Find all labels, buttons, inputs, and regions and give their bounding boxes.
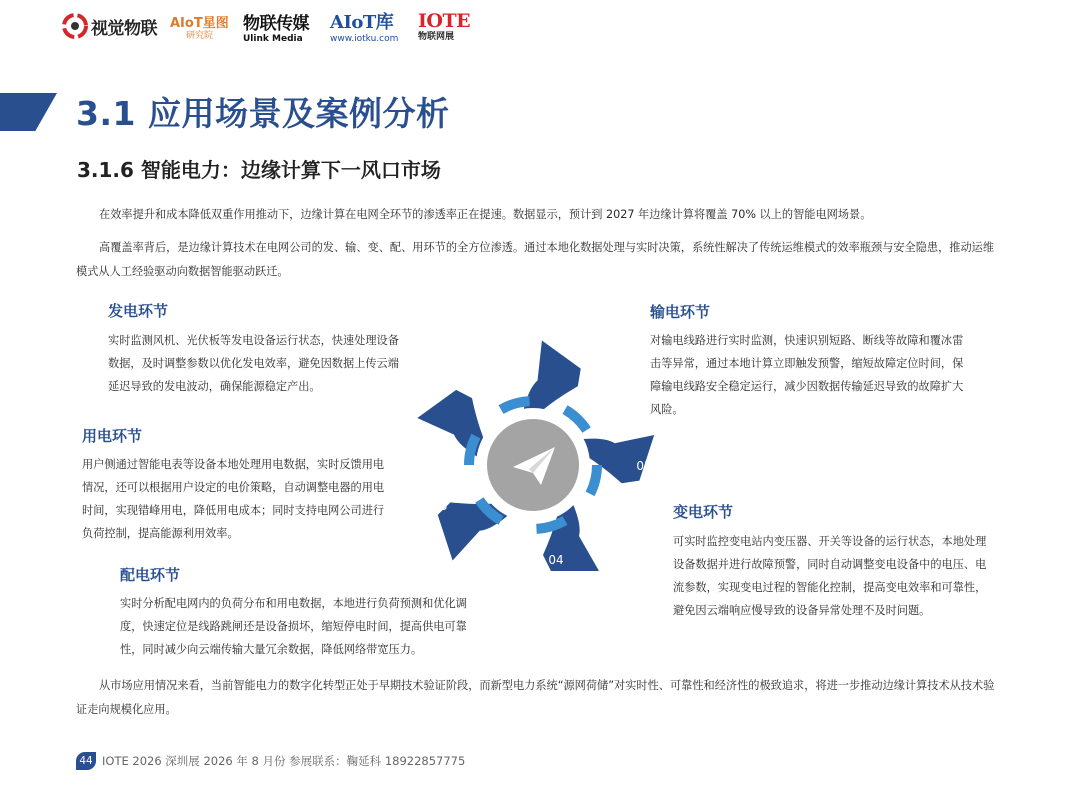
logo-wulian-text: 物联传媒 <box>243 13 309 34</box>
logo-iote <box>418 10 470 42</box>
intro-paragraph-2: 高覆盖率背后，是边缘计算技术在电网公司的发、输、变、配、用环节的全方位渗透。通过本地化数据处理与实时决策，系统性解决了传统运维模式的效率瓶颈与安全隐患，推动运维模式从人工经验驱动向数据智能驱动跃迁。 <box>76 241 995 278</box>
logo-shijue-text: 视觉物联 <box>91 18 157 39</box>
section-text-consumption: 用户侧通过智能电表等设备本地处理用电数据，实时反馈用电情况，还可以根据用户设定的电价策略，自动调整电器的用电时间，实现错峰用电，降低用电成本；同时支持电网公司进行负荷控制，提高能源利用效率。 <box>82 458 385 540</box>
logo-xingtu-text: AIoT星图 <box>170 15 229 31</box>
logo-iote-sub: 物联网展 <box>418 32 455 42</box>
logo-xingtu-sub: 研究院 <box>186 30 214 41</box>
logo-xingtu <box>170 10 229 42</box>
logo-wulian <box>243 10 309 42</box>
section-text-distribution: 实时分析配电网内的负荷分布和用电数据，本地进行负荷预测和优化调度，快速定位是线路跳闸还是设备损坏，缩短停电时间，提高供电可靠性，同时减少向云端传输大量冗余数据，降低网络带宽压力。 <box>120 597 467 656</box>
shijue-logo-icon <box>62 13 88 39</box>
title-banner-shape <box>0 93 57 131</box>
section-title-generation: 发电环节 <box>108 302 169 320</box>
section-title-transmission: 输电环节 <box>650 303 711 321</box>
section-text-substation: 可实时监控变电站内变压器、开关等设备的运行状态，本地处理设备数据并进行故障预警，同时自动调整变电设备中的电压、电流参数，实现变电过程的智能化控制，提高变电效率和可靠性，避免因云端响应慢导致的设备异常处理不及时问题。 <box>673 535 987 617</box>
page-title: 3.1 应用场景及案例分析 <box>76 94 450 133</box>
logo-iote-text: IOTE <box>418 10 471 32</box>
label-02: 02 <box>574 349 590 363</box>
section-title-substation: 变电环节 <box>673 503 734 521</box>
header-logo-bar <box>0 0 1077 52</box>
label-05: 05 <box>432 499 448 513</box>
logo-iotku-sub: www.iotku.com <box>330 34 399 44</box>
section-title-distribution: 配电环节 <box>120 566 181 584</box>
page-number: 44 <box>76 752 96 770</box>
intro-paragraph-1: 在效率提升和成本降低双重作用推动下，边缘计算在电网全环节的渗透率正在提速。数据显示，预计到 2027 年边缘计算将覆盖 70% 以上的智能电网场景。 <box>99 208 872 221</box>
label-01: 01 <box>446 373 462 387</box>
pinwheel-diagram <box>390 320 680 620</box>
conclusion-paragraph: 从市场应用情况来看，当前智能电力的数字化转型正处于早期技术验证阶段，而新型电力系统“源网荷储”对实时性、可靠性和经济性的极致追求，将进一步推动边缘计算技术从技术验证走向规模化应用。 <box>76 679 995 716</box>
section-subtitle: 3.1.6 智能电力：边缘计算下一风口市场 <box>77 158 441 182</box>
logo-shijue <box>62 10 157 42</box>
label-04: 04 <box>548 553 564 567</box>
logo-iotku <box>330 10 398 42</box>
label-03: 03 <box>636 459 652 473</box>
section-title-consumption: 用电环节 <box>82 427 143 445</box>
section-text-transmission: 对输电线路进行实时监测，快速识别短路、断线等故障和覆冰雷击等异常，通过本地计算立即触发预警，缩短故障定位时间，保障输电线路安全稳定运行，减少因数据传输延迟导致的故障扩大风险。 <box>650 334 964 416</box>
section-text-generation: 实时监测风机、光伏板等发电设备运行状态，快速处理设备数据，及时调整参数以优化发电效率，避免因数据上传云端延迟导致的发电波动，确保能源稳定产出。 <box>108 334 399 393</box>
logo-iotku-text: AIoT库 <box>330 12 394 33</box>
logo-wulian-sub: Ulink Media <box>243 33 303 44</box>
page-footer <box>76 752 465 770</box>
footer-text: IOTE 2026 深圳展 2026 年 8 月份 参展联系：鞠延科 18922857775 <box>102 754 466 768</box>
